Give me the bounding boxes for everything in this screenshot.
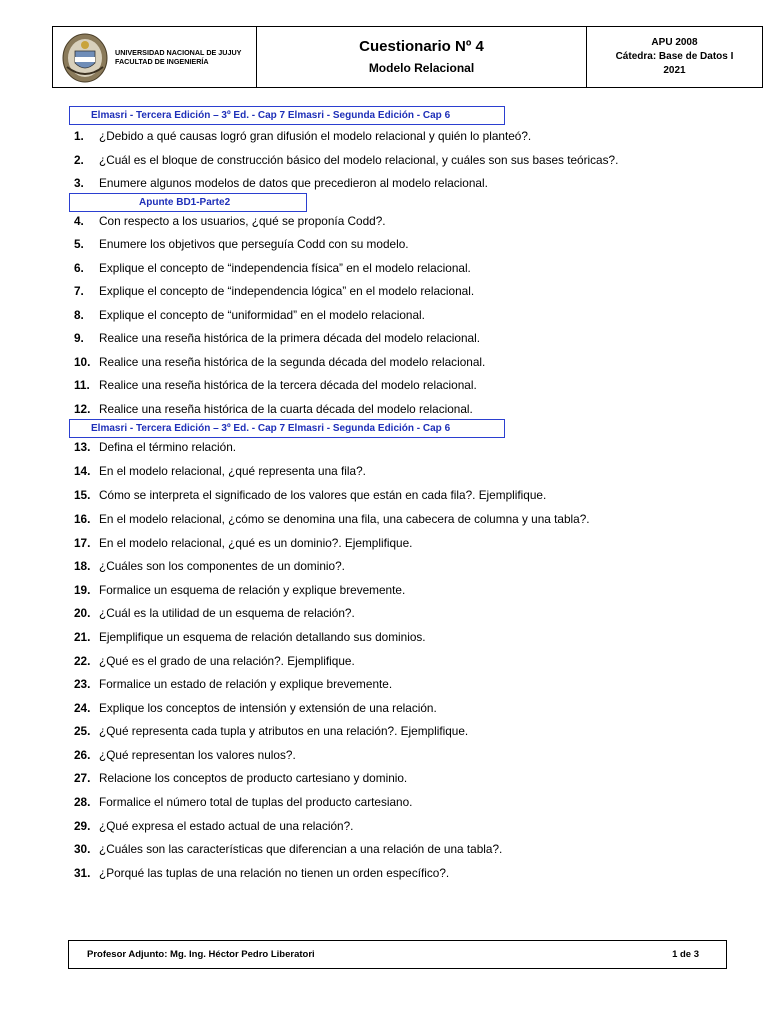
list-item: 6. Explique el concepto de “independencia física” en el modelo relacional. [74, 261, 471, 275]
list-item: 23. Formalice un estado de relación y explique brevemente. [74, 677, 393, 691]
document-subtitle: Modelo Relacional [368, 61, 475, 75]
reference-box: Elmasri - Tercera Edición – 3º Ed. - Cap 7 Elmasri - Segunda Edición - Cap 6 [69, 106, 505, 125]
list-item: 17. En el modelo relacional, ¿qué es un dominio?. Ejemplifique. [74, 536, 413, 550]
course-year: 2021 [663, 65, 686, 76]
list-item: 18. ¿Cuáles son los componentes de un dominio?. [74, 559, 345, 573]
institution-block [53, 27, 257, 87]
list-item: 31. ¿Porqué las tuplas de una relación no tienen un orden específico?. [74, 866, 450, 880]
list-item: 16. En el modelo relacional, ¿cómo se denomina una fila, una cabecera de columna y una tabla?. [74, 512, 590, 526]
university-name: UNIVERSIDAD NACIONAL DE JUJUY [115, 48, 242, 57]
list-item: 20. ¿Cuál es la utilidad de un esquema de relación?. [74, 606, 355, 620]
list-item: 2. ¿Cuál es el bloque de construcción básico del modelo relacional, y cuáles son sus bases teóricas?. [74, 153, 619, 167]
reference-box: Elmasri - Tercera Edición – 3º Ed. - Cap 7 Elmasri - Segunda Edición - Cap 6 [69, 419, 505, 438]
list-item: 11. Realice una reseña histórica de la tercera década del modelo relacional. [74, 378, 477, 392]
list-item: 8. Explique el concepto de “uniformidad” en el modelo relacional. [74, 308, 425, 322]
page-number: 1 de 3 [672, 949, 699, 960]
document-footer [68, 940, 727, 969]
list-item: 14. En el modelo relacional, ¿qué representa una fila?. [74, 464, 366, 478]
list-item: 13. Defina el término relación. [74, 440, 237, 454]
document-header [52, 26, 763, 88]
list-item: 5. Enumere los objetivos que perseguía Codd con su modelo. [74, 237, 409, 251]
title-block [257, 27, 587, 87]
list-item: 12. Realice una reseña histórica de la cuarta década del modelo relacional. [74, 402, 473, 416]
list-item: 10. Realice una reseña histórica de la segunda década del modelo relacional. [74, 355, 486, 369]
list-item: 21. Ejemplifique un esquema de relación detallando sus dominios. [74, 630, 426, 644]
university-crest-icon [61, 31, 109, 83]
list-item: 30. ¿Cuáles son las características que diferencian a una relación de una tabla?. [74, 842, 503, 856]
faculty-name: FACULTAD DE INGENIERÍA [115, 57, 209, 66]
reference-box: Apunte BD1-Parte2 [69, 193, 307, 212]
list-item: 15. Cómo se interpreta el significado de los valores que están en cada fila?. Ejemplifique. [74, 488, 547, 502]
list-item: 19. Formalice un esquema de relación y explique brevemente. [74, 583, 406, 597]
list-item: 26. ¿Qué representan los valores nulos?. [74, 748, 296, 762]
list-item: 22. ¿Qué es el grado de una relación?. Ejemplifique. [74, 654, 355, 668]
course-block [587, 27, 762, 87]
course-code: APU 2008 [651, 37, 698, 48]
list-item: 28. Formalice el número total de tuplas del producto cartesiano. [74, 795, 413, 809]
list-item: 4. Con respecto a los usuarios, ¿qué se proponía Codd?. [74, 214, 386, 228]
list-item: 1. ¿Debido a qué causas logró gran difusión el modelo relacional y quién lo planteó?. [74, 129, 532, 143]
list-item: 25. ¿Qué representa cada tupla y atributos en una relación?. Ejemplifique. [74, 724, 469, 738]
chair-name: Cátedra: Base de Datos I [615, 51, 734, 62]
list-item: 24. Explique los conceptos de intensión y extensión de una relación. [74, 701, 437, 715]
list-item: 3. Enumere algunos modelos de datos que precedieron al modelo relacional. [74, 176, 488, 190]
document-title: Cuestionario Nº 4 [359, 38, 484, 55]
list-item: 7. Explique el concepto de “independencia lógica” en el modelo relacional. [74, 284, 475, 298]
list-item: 29. ¿Qué expresa el estado actual de una relación?. [74, 819, 354, 833]
professor-name: Profesor Adjunto: Mg. Ing. Héctor Pedro Liberatori [87, 949, 315, 960]
list-item: 9. Realice una reseña histórica de la primera década del modelo relacional. [74, 331, 480, 345]
list-item: 27. Relacione los conceptos de producto cartesiano y dominio. [74, 771, 408, 785]
